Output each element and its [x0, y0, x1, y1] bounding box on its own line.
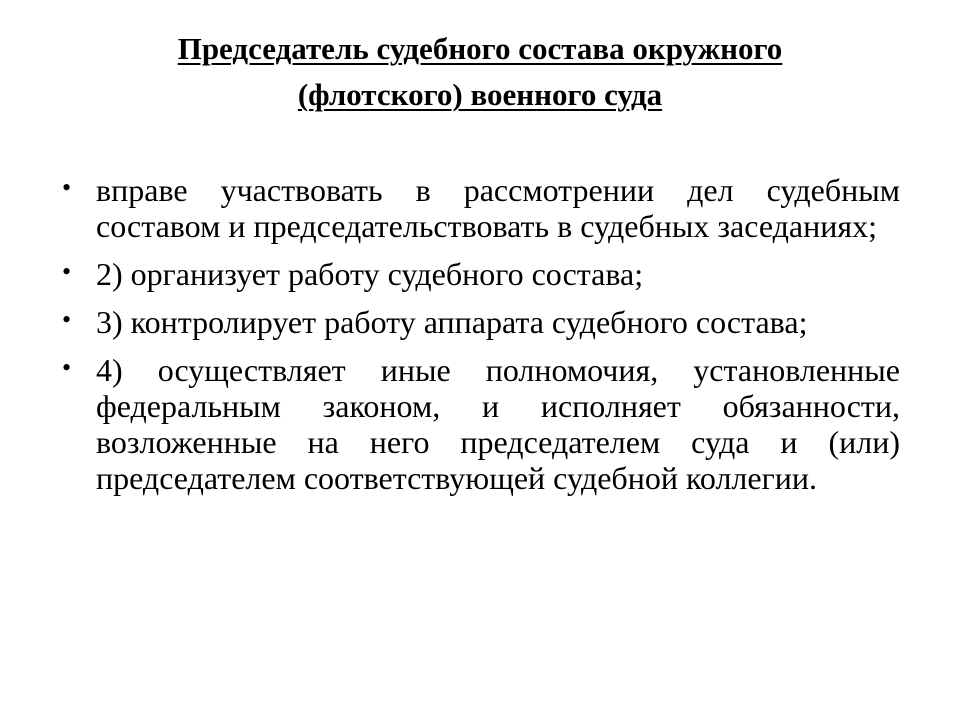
bullet-icon: •	[62, 257, 72, 286]
bullet-icon: •	[62, 173, 72, 202]
list-item-text: 3) контролирует работу аппарата судебного состава;	[96, 304, 808, 340]
list-item	[0, 352, 900, 496]
list-item-text: 4) осуществляет иные полномочия, установленные федеральным законом, и исполняет обязанности, возложенные на него председателем суда и (или) председателем соответствующей судебной коллегии.	[96, 352, 900, 496]
list-item	[0, 256, 900, 292]
list-item	[0, 304, 900, 340]
slide-title	[80, 26, 880, 118]
list-item	[0, 172, 900, 244]
bullet-icon: •	[62, 305, 72, 334]
title-line-1: Председатель судебного состава окружного	[177, 31, 783, 66]
list-item-text: вправе участвовать в рассмотрении дел судебным составом и председательствовать в судебных заседаниях;	[96, 172, 900, 244]
list-item-text: 2) организует работу судебного состава;	[96, 256, 644, 292]
bullet-list	[0, 172, 960, 508]
bullet-icon: •	[62, 353, 72, 382]
title-line-2: (флотского) военного суда	[297, 77, 663, 112]
